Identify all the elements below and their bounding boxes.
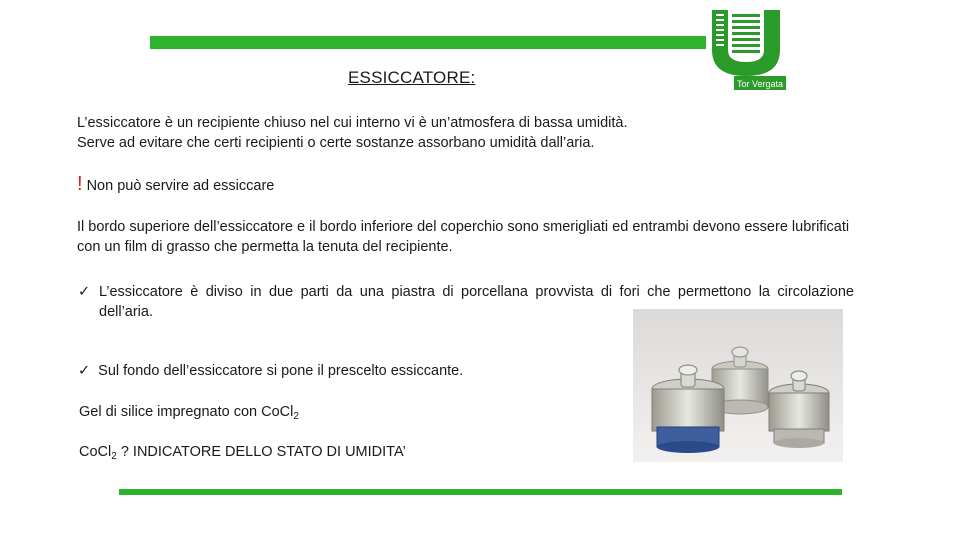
intro-line-1: L’essiccatore è un recipiente chiuso nel cui interno vi è un’atmosfera di bassa umidità. bbox=[77, 115, 628, 131]
checkmark-icon: ✓ bbox=[78, 284, 91, 300]
intro-line-2: Serve ad evitare che certi recipienti o certe sostanze assorbano umidità dall’aria. bbox=[77, 135, 595, 151]
desiccators-photo bbox=[633, 309, 843, 462]
bullet-desiccant bbox=[78, 361, 463, 381]
silica-gel-line: Gel di silice impregnato con CoCl$_2$ bbox=[79, 404, 299, 422]
bottom-accent-bar bbox=[119, 489, 842, 495]
checkmark-icon: ✓ bbox=[78, 363, 91, 379]
warning-text: Non può servire ad essiccare bbox=[86, 178, 275, 194]
university-logo bbox=[706, 10, 786, 90]
top-accent-bar bbox=[150, 36, 710, 49]
intro-paragraph bbox=[77, 113, 797, 153]
lubrication-paragraph: Il bordo superiore dell’essiccatore e il bordo inferiore del coperchio sono smerigliati ed entrambi devono essere lubrificati con un film di grasso che permetta la tenuta del recipiente. bbox=[77, 219, 850, 255]
bullet-text: Sul fondo dell’essiccatore si pone il prescelto essiccante. bbox=[98, 363, 464, 379]
page-title: ESSICCATORE: bbox=[348, 68, 476, 87]
svg-text:Tor Vergata: Tor Vergata bbox=[737, 79, 784, 89]
indicator-line: CoCl$_2$ ? INDICATORE DELLO STATO DI UMIDITA’ bbox=[79, 444, 406, 462]
warning-icon: ! bbox=[77, 173, 83, 195]
warning-note bbox=[77, 174, 274, 196]
bullet-text: L’essiccatore è diviso in due parti da una piastra di porcellana provvista di fori che permettono la circolazione dell’aria. bbox=[99, 284, 854, 320]
